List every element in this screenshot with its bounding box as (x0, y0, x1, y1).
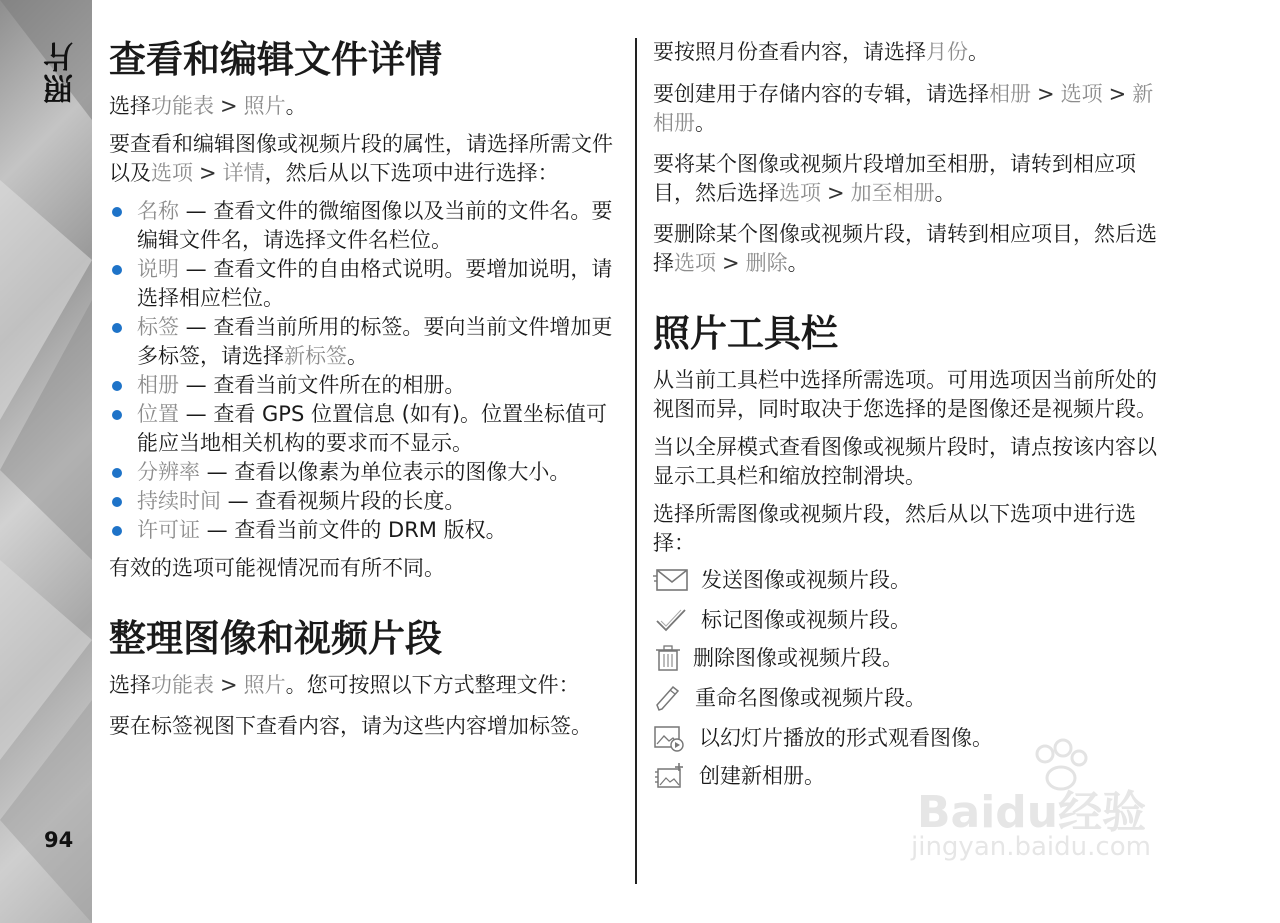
list-item: 位置 — 查看 GPS 位置信息 (如有)。位置坐标值可能应当地相关机构的要求而不显示。 (109, 400, 621, 458)
menu-path-photos: 照片 (243, 94, 286, 118)
toolbar-option-send: 发送图像或视频片段。 (653, 564, 1169, 596)
paragraph-options-vary: 有效的选项可能视情况而有所不同。 (109, 556, 445, 580)
checkmark-icon (653, 605, 691, 635)
menu-path-add-to-album: 加至相册 (850, 181, 935, 205)
chapter-tab-label: 照片 (44, 40, 79, 104)
trash-icon (653, 643, 683, 673)
chapter-sidebar (0, 0, 92, 923)
menu-path-options: 选项 (674, 251, 716, 275)
paragraph-organize-intro: 选择功能表 > 照片。您可按照以下方式整理文件： (109, 673, 580, 697)
paragraph-by-month: 要按照月份查看内容，请选择月份。 (653, 40, 989, 64)
menu-path-new-album: 新相册 (653, 82, 1154, 135)
watermark-logo-text: Baidu经验 (917, 787, 1147, 838)
paragraph-delete-item: 要删除某个图像或视频片段，请转到相应项目，然后选择选项 > 删除。 (653, 222, 1157, 275)
menu-path-details: 详情 (222, 161, 265, 185)
list-item: 许可证 — 查看当前文件的 DRM 版权。 (109, 516, 621, 545)
sidebar-facet-pattern (0, 0, 92, 923)
detail-options-list (109, 197, 621, 545)
menu-path-options: 选项 (151, 161, 193, 185)
watermark-url: jingyan.baidu.com (911, 832, 1151, 862)
paragraph-open-photos: 选择功能表 > 照片。 (109, 94, 307, 118)
toolbar-option-slideshow: 以幻灯片播放的形式观看图像。 (653, 722, 1169, 754)
toolbar-option-rename: 重命名图像或视频片段。 (653, 682, 1169, 714)
column-divider (635, 38, 637, 884)
toolbar-option-mark: 标记图像或视频片段。 (653, 604, 1169, 636)
envelope-icon (653, 565, 691, 595)
paragraph-select-item: 选择所需图像或视频片段，然后从以下选项中进行选择： (653, 502, 1136, 555)
left-column (109, 38, 621, 741)
page-number: 94 (44, 828, 74, 852)
paragraph-fullscreen-tap: 当以全屏模式查看图像或视频片段时，请点按该内容以显示工具栏和缩放控制滑块。 (653, 435, 1157, 488)
menu-path-delete: 删除 (745, 251, 788, 275)
section-title-organize: 整理图像和视频片段 (109, 617, 442, 660)
toolbar-options-list (653, 564, 1169, 792)
paragraph-toolbar-intro: 从当前工具栏中选择所需选项。可用选项因当前所处的视图而异，同时取决于您选择的是图像还是视频片段。 (653, 368, 1157, 421)
toolbar-option-new-album: 创建新相册。 (653, 760, 1169, 792)
list-item: 标签 — 查看当前所用的标签。要向当前文件增加更多标签，请选择新标签。 (109, 313, 621, 371)
paragraph-add-to-album: 要将某个图像或视频片段增加至相册，请转到相应项目，然后选择选项 > 加至相册。 (653, 152, 1136, 205)
menu-path-options: 选项 (779, 181, 821, 205)
list-item: 名称 — 查看文件的微缩图像以及当前的文件名。要编辑文件名，请选择文件名栏位。 (109, 197, 621, 255)
paragraph-view-properties: 要查看和编辑图像或视频片段的属性，请选择所需文件以及选项 > 详情，然后从以下选项中进行选择： (109, 132, 613, 185)
paragraph-tag-view: 要在标签视图下查看内容，请为这些内容增加标签。 (109, 714, 592, 738)
right-column (653, 38, 1169, 792)
list-item: 持续时间 — 查看视频片段的长度。 (109, 487, 621, 516)
toolbar-option-delete: 删除图像或视频片段。 (653, 642, 1169, 674)
pencil-icon (653, 683, 685, 713)
section-title-toolbar: 照片工具栏 (653, 312, 838, 355)
list-item: 分辨率 — 查看以像素为单位表示的图像大小。 (109, 458, 621, 487)
paragraph-create-album: 要创建用于存储内容的专辑，请选择相册 > 选项 > 新相册。 (653, 82, 1154, 135)
menu-path-photos: 照片 (243, 673, 286, 697)
menu-path-month: 月份 (926, 40, 968, 64)
menu-path-options: 选项 (1060, 82, 1103, 106)
menu-path-functions: 功能表 (151, 673, 214, 697)
menu-path-functions: 功能表 (151, 94, 214, 118)
section-title-file-details: 查看和编辑文件详情 (109, 38, 442, 81)
menu-path-albums: 相册 (989, 82, 1031, 106)
list-item: 相册 — 查看当前文件所在的相册。 (109, 371, 621, 400)
list-item: 说明 — 查看文件的自由格式说明。要增加说明，请选择相应栏位。 (109, 255, 621, 313)
new-album-icon (653, 761, 689, 791)
slideshow-icon (653, 723, 689, 753)
